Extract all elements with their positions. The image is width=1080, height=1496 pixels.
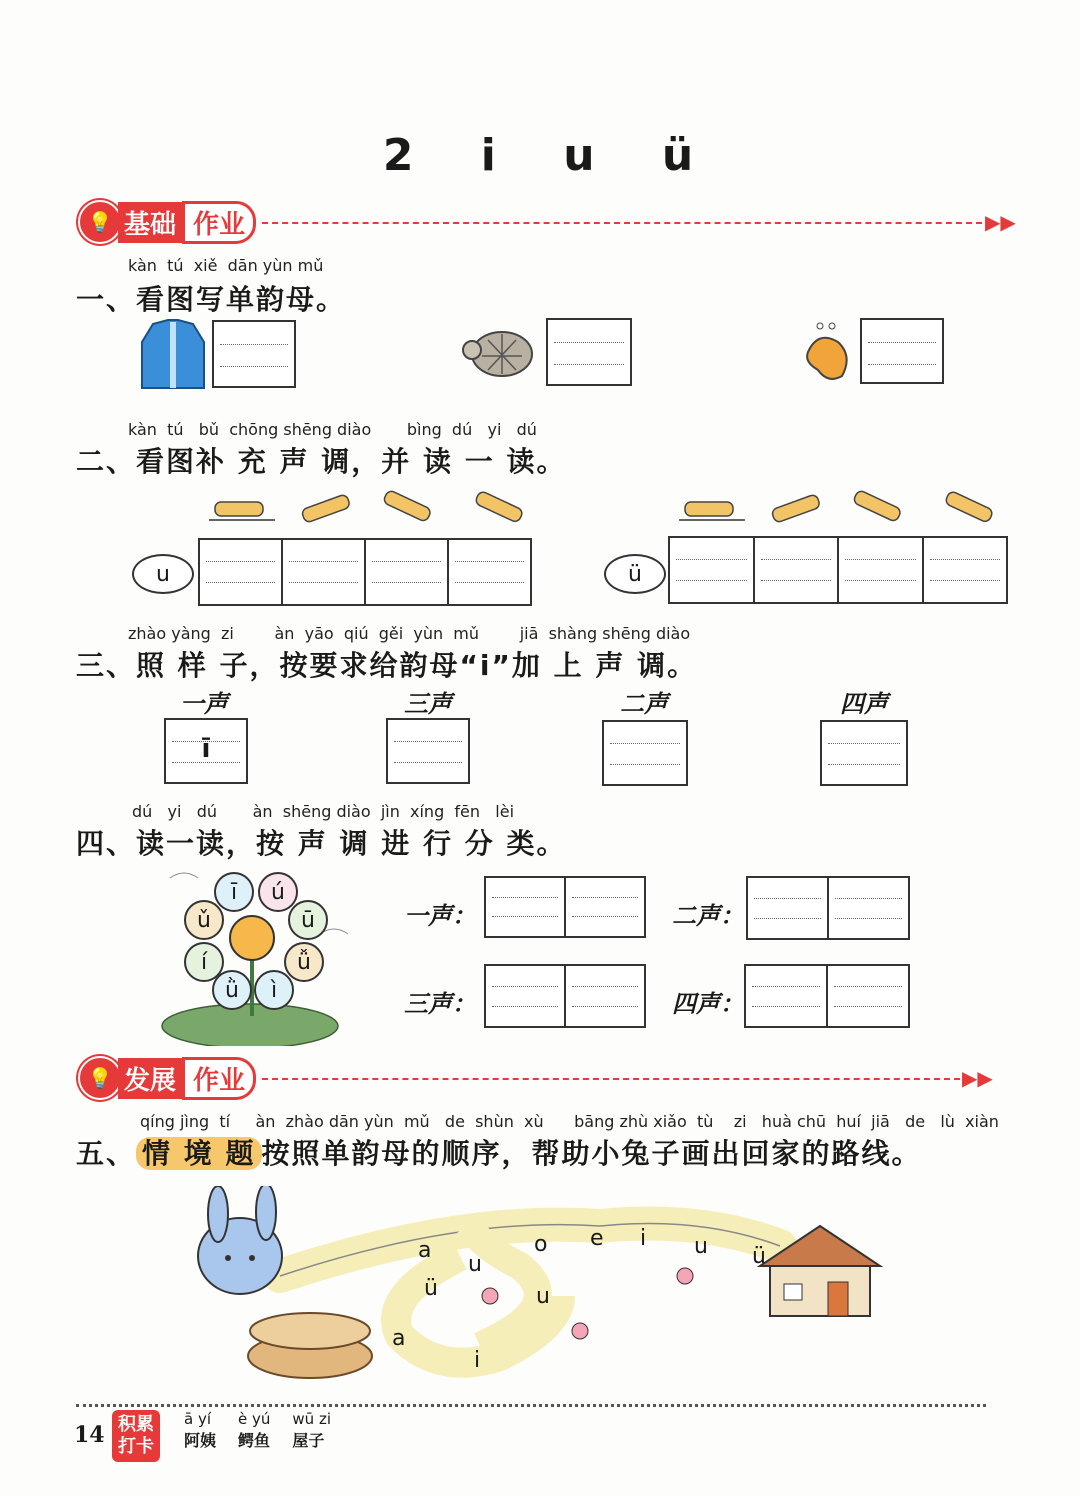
q2-pinyin: kàn tú bǔ chōng shēng diào bìng dú yi dú bbox=[128, 420, 537, 439]
fish-image bbox=[798, 322, 858, 386]
banner-label-a: 基础 bbox=[118, 202, 182, 243]
shirt-image bbox=[138, 318, 208, 392]
path-letter: a bbox=[418, 1238, 432, 1263]
badge-bottom: 打卡 bbox=[118, 1436, 154, 1457]
path-letter: o bbox=[534, 1232, 548, 1257]
footer-words bbox=[184, 1410, 331, 1451]
flower-illustration bbox=[160, 866, 350, 1046]
q1-heading: 一、看图写单韵母。 bbox=[76, 283, 347, 316]
banner-divider bbox=[262, 1078, 960, 1080]
tone-label-3: 三声 bbox=[404, 689, 452, 718]
page-title bbox=[0, 130, 1080, 181]
footer-badge bbox=[112, 1410, 160, 1462]
q5-number: 五、 bbox=[76, 1137, 137, 1170]
tone-label-2: 二声 bbox=[620, 689, 668, 718]
sort-label-2: 二声： bbox=[672, 901, 744, 930]
q4-pinyin: dú yi dú àn shēng diào jìn xíng fēn lèi bbox=[132, 802, 515, 821]
section-banner-basic bbox=[78, 202, 256, 242]
q3-sample-box bbox=[164, 718, 248, 784]
banner-divider bbox=[262, 222, 982, 224]
title-letter-v: ü bbox=[661, 130, 698, 181]
double-arrow-icon: ▶▶ bbox=[985, 210, 1016, 234]
footer-word bbox=[292, 1410, 331, 1451]
sort-label-4: 四声： bbox=[672, 989, 744, 1018]
q1-answer-box-3[interactable] bbox=[860, 318, 944, 384]
title-letter-u: u bbox=[563, 130, 599, 181]
oval-letter: ü bbox=[628, 561, 642, 587]
sort-box-1[interactable] bbox=[484, 876, 646, 938]
banner-label-b: 作业 bbox=[182, 201, 256, 244]
q3-answer-box-2[interactable] bbox=[602, 720, 688, 786]
q3-heading: 三、照 样 子，按要求给韵母“i”加 上 声 调。 bbox=[76, 649, 698, 682]
banner-label-a: 发展 bbox=[118, 1058, 182, 1099]
path-letter: ü bbox=[424, 1276, 438, 1301]
title-letter-i: i bbox=[480, 130, 500, 181]
scenario-tag: 情 境 题 bbox=[136, 1137, 262, 1170]
word-hanzi: 鳄鱼 bbox=[238, 1431, 271, 1450]
footer-word bbox=[184, 1410, 216, 1451]
sort-label-1: 一声： bbox=[404, 901, 476, 930]
sample-answer: ī bbox=[201, 734, 211, 764]
q5-pinyin: qíng jìng tí àn zhào dān yùn mǔ de shùn xù bāng zhù xiǎo tù zi huà chū huí jiā de lù xiàn bbox=[140, 1112, 999, 1131]
q2-oval-v bbox=[604, 554, 666, 594]
path-letter: u bbox=[694, 1234, 708, 1259]
footer-word bbox=[238, 1410, 270, 1451]
q1-answer-box-1[interactable] bbox=[212, 320, 296, 388]
q1-answer-box-2[interactable] bbox=[546, 318, 632, 386]
word-pinyin: wū zi bbox=[292, 1410, 331, 1428]
path-letter: i bbox=[474, 1348, 481, 1373]
cars-tone-diagram-left bbox=[205, 486, 545, 532]
lightbulb-icon: 💡 bbox=[78, 1056, 122, 1100]
petal: í bbox=[184, 942, 224, 982]
oval-letter: u bbox=[156, 561, 170, 587]
path-letter: u bbox=[536, 1284, 550, 1309]
tone-label-1: 一声 bbox=[180, 689, 228, 718]
path-letter: u bbox=[468, 1252, 482, 1277]
petal: ū bbox=[288, 900, 328, 940]
q2-answer-row-v[interactable] bbox=[668, 536, 1008, 604]
path-letter: e bbox=[590, 1226, 604, 1251]
q3-pinyin: zhào yàng zi àn yāo qiú gěi yùn mǔ jiā shàng shēng diào bbox=[128, 624, 691, 643]
q3-answer-box-3[interactable] bbox=[386, 718, 470, 784]
sort-label-3: 三声： bbox=[404, 989, 476, 1018]
double-arrow-icon: ▶▶ bbox=[962, 1066, 993, 1090]
turtle-image bbox=[460, 326, 534, 380]
cars-tone-diagram-right bbox=[675, 486, 1015, 532]
section-banner-extend bbox=[78, 1058, 256, 1098]
word-hanzi: 屋子 bbox=[292, 1431, 325, 1450]
q1-pinyin: kàn tú xiě dān yùn mǔ bbox=[128, 256, 324, 275]
sort-box-2[interactable] bbox=[746, 876, 910, 940]
q5-text: 按照单韵母的顺序，帮助小兔子画出回家的路线。 bbox=[261, 1137, 922, 1170]
footer-divider bbox=[76, 1404, 986, 1407]
q3-answer-box-4[interactable] bbox=[820, 720, 908, 786]
page-number: 14 bbox=[74, 1422, 105, 1448]
path-letter: i bbox=[640, 1226, 647, 1251]
q2-oval-u bbox=[132, 554, 194, 594]
petal: ī bbox=[214, 872, 254, 912]
sort-box-3[interactable] bbox=[484, 964, 646, 1028]
badge-top: 积累 bbox=[118, 1414, 154, 1435]
q2-answer-row-u[interactable] bbox=[198, 538, 532, 606]
q5-heading bbox=[76, 1132, 922, 1172]
q2-heading: 二、看图补 充 声 调，并 读 一 读。 bbox=[76, 445, 567, 478]
petal: ǚ bbox=[284, 942, 324, 982]
banner-label-b: 作业 bbox=[182, 1057, 256, 1100]
petal: ǔ bbox=[184, 900, 224, 940]
tone-label-4: 四声 bbox=[840, 689, 888, 718]
petal: ú bbox=[258, 872, 298, 912]
word-pinyin: ā yí bbox=[184, 1410, 212, 1428]
petal: ǜ bbox=[212, 970, 252, 1010]
lightbulb-icon: 💡 bbox=[78, 200, 122, 244]
petal: ì bbox=[254, 970, 294, 1010]
path-letter: ü bbox=[752, 1244, 766, 1269]
path-letter: a bbox=[392, 1326, 406, 1351]
sort-box-4[interactable] bbox=[744, 964, 910, 1028]
q4-heading: 四、读一读，按 声 调 进 行 分 类。 bbox=[76, 827, 567, 860]
word-pinyin: è yú bbox=[238, 1410, 271, 1428]
word-hanzi: 阿姨 bbox=[184, 1431, 217, 1450]
lesson-number: 2 bbox=[382, 130, 418, 181]
